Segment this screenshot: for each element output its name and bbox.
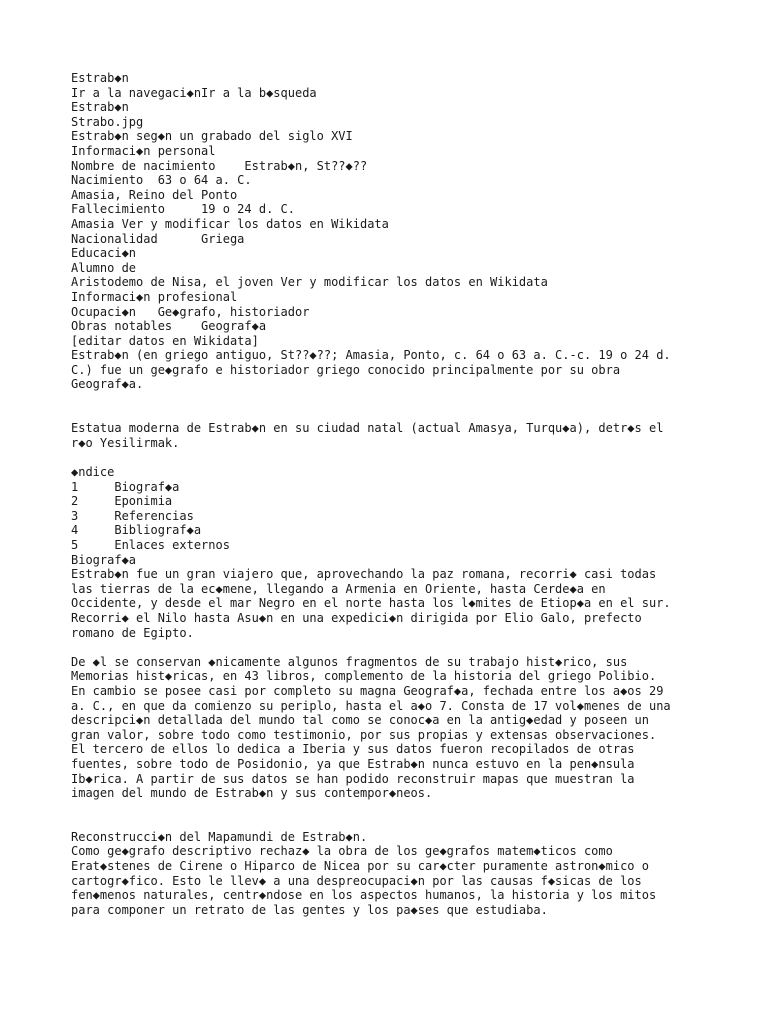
section-personal-info: Informaci◆n personal: [71, 143, 216, 158]
spacer: [71, 450, 701, 465]
death-place-row: Amasia Ver y modificar los datos en Wikidata: [71, 216, 389, 231]
map-section: [71, 830, 701, 918]
text-line: Geograf◆a.: [71, 377, 144, 392]
article-title: Estrab◆n: [71, 71, 129, 85]
intro-paragraph: [71, 348, 701, 392]
toc-item-references[interactable]: 3 Referencias: [71, 508, 194, 523]
death-row: Fallecimiento 19 o 24 d. C.: [71, 202, 295, 217]
text-line: imagen del mundo de Estrab◆n y sus contempor◆neos.: [71, 786, 433, 801]
birth-place-row: Amasia, Reino del Ponto: [71, 187, 238, 202]
spacer: [71, 392, 701, 421]
biography-paragraph-2: [71, 655, 701, 801]
toc-item-biography[interactable]: 1 Biograf◆a: [71, 479, 180, 494]
text-line: De ◆l se conservan ◆nicamente algunos fragmentos de su trabajo hist◆rico, sus: [71, 654, 628, 669]
toc-item-eponymy[interactable]: 2 Eponimia: [71, 494, 173, 509]
toc-item-external-links[interactable]: 5 Enlaces externos: [71, 538, 230, 552]
text-line: En cambio se posee casi por completo su magna Geograf◆a, fechada entre los a◆os 29: [71, 683, 664, 698]
text-line: Estatua moderna de Estrab◆n en su ciudad natal (actual Amasya, Turqu◆a), detr◆s el: [71, 421, 664, 436]
text-line: Recorri◆ el Nilo hasta Asu◆n en una expedici◆n dirigida por Elio Galo, prefecto: [71, 610, 642, 625]
student-of-label: Alumno de: [71, 260, 137, 275]
text-line: cartogr◆fico. Esto le llev◆ a una despreocupaci◆n por las causas f◆sicas de los: [71, 873, 642, 888]
text-line: C.) fue un ge◆grafo e historiador griego conocido principalmente por su obra: [71, 362, 621, 377]
section-education: Educaci◆n: [71, 246, 137, 261]
occupation-row: Ocupaci◆n Ge◆grafo, historiador: [71, 304, 310, 319]
text-line: El tercero de ellos lo dedica a Iberia y sus datos fueron recopilados de otras: [71, 742, 635, 757]
spacer: [71, 640, 701, 655]
text-line: r◆o Yesilirmak.: [71, 435, 180, 450]
text-line: para componer un retrato de las gentes y los pa◆ses que estudiaba.: [71, 902, 548, 917]
text-line: las tierras de la ec◆mene, llegando a Armenia en Oriente, hasta Cerde◆a en: [71, 581, 606, 596]
text-line: Estrab◆n fue un gran viajero que, aprovechando la paz romana, recorri◆ casi todas: [71, 567, 657, 582]
toc-item-bibliography[interactable]: 4 Bibliograf◆a: [71, 523, 202, 538]
text-line: Erat◆stenes de Cirene o Hiparco de Nicea por su car◆cter puramente astron◆mico o: [71, 859, 649, 874]
student-of-row: Aristodemo de Nisa, el joven Ver y modificar los datos en Wikidata: [71, 275, 548, 290]
biography-section: [71, 553, 701, 801]
text-line: Ib◆rica. A partir de sus datos se han podido reconstruir mapas que muestran la: [71, 771, 635, 786]
statue-caption: [71, 421, 701, 450]
text-line: Memorias hist◆ricas, en 43 libros, complemento de la historia del griego Polibio.: [71, 669, 657, 684]
birth-row: Nacimiento 63 o 64 a. C.: [71, 173, 252, 188]
image-filename: Strabo.jpg: [71, 114, 144, 129]
text-line: romano de Egipto.: [71, 625, 194, 640]
section-heading-biography: Biograf◆a: [71, 552, 137, 567]
table-of-contents: [71, 465, 701, 553]
infobox-block: [71, 71, 701, 348]
text-line: descripci◆n detallada del mundo tal como se conoc◆a en la antig◆edad y poseen un: [71, 713, 649, 728]
birth-name-row: Nombre de nacimiento Estrab◆n, St??◆??: [71, 158, 368, 173]
map-caption: Reconstrucci◆n del Mapamundi de Estrab◆n.: [71, 829, 368, 844]
text-line: Estrab◆n (en griego antiguo, St??◆??; Amasia, Ponto, c. 64 o 63 a. C.-c. 19 o 24 d.: [71, 348, 671, 363]
biography-paragraph-1: [71, 567, 701, 640]
nationality-row: Nacionalidad Griega: [71, 231, 245, 246]
spacer: [71, 801, 701, 830]
text-line: fen◆menos naturales, centr◆ndose en los aspectos humanos, la historia y los mitos: [71, 888, 657, 903]
text-line: a. C., en que da comienzo su periplo, hasta el a◆o 7. Consta de 17 vol◆menes de una: [71, 698, 671, 713]
text-line: Como ge◆grafo descriptivo rechaz◆ la obra de los ge◆grafos matem◆ticos como: [71, 844, 613, 859]
text-line: Occidente, y desde el mar Negro en el norte hasta los l◆mites de Etiop◆a en el sur.: [71, 596, 671, 611]
infobox-title: Estrab◆n: [71, 100, 129, 115]
image-caption: Estrab◆n seg◆n un grabado del siglo XVI: [71, 129, 353, 144]
edit-wikidata-link[interactable]: [editar datos en Wikidata]: [71, 333, 259, 348]
notable-works-row: Obras notables Geograf◆a: [71, 319, 267, 334]
skip-links[interactable]: Ir a la navegaci◆nIr a la b◆squeda: [71, 85, 317, 100]
text-line: fuentes, sobre todo de Posidonio, ya que Estrab◆n nunca estuvo en la pen◆nsula: [71, 756, 635, 771]
section-professional-info: Informaci◆n profesional: [71, 289, 238, 304]
toc-title: ◆ndice: [71, 465, 115, 480]
text-line: gran valor, sobre todo como testimonio, por sus propias y extensas observaciones.: [71, 727, 657, 742]
document-page: [71, 71, 701, 917]
